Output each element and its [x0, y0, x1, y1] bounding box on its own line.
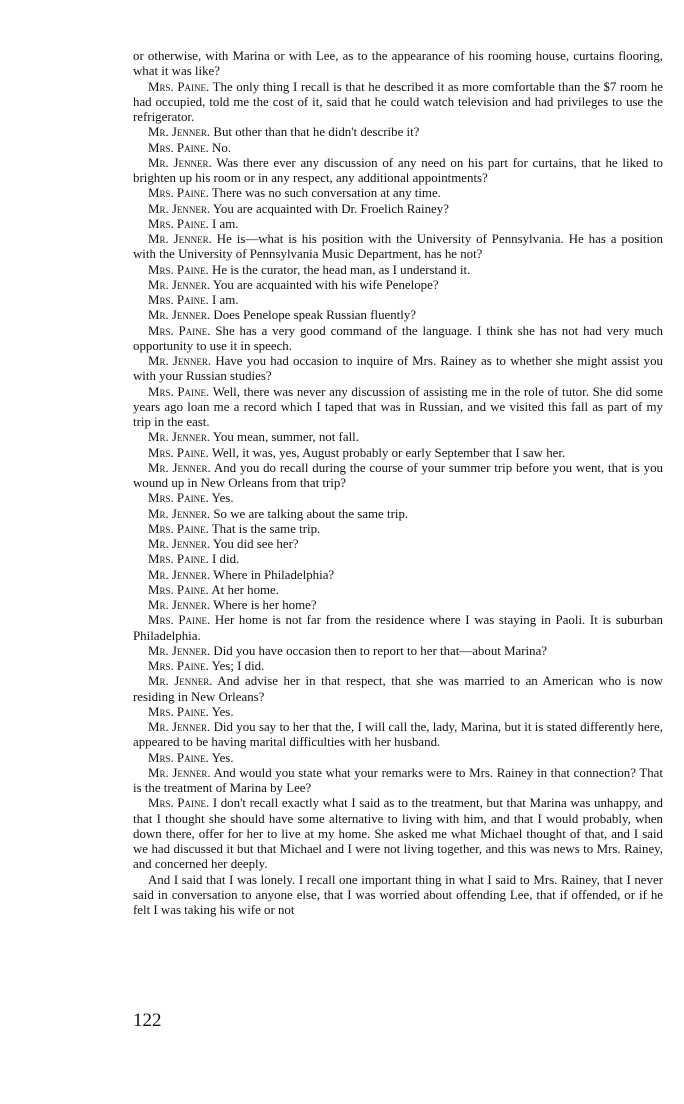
speech-text: He is the curator, the head man, as I understand it.	[212, 262, 471, 277]
testimony-paragraph	[133, 537, 663, 552]
speech-text: There was no such conversation at any time.	[211, 186, 441, 201]
testimony-paragraph	[133, 598, 663, 613]
testimony-paragraph	[133, 263, 663, 278]
testimony-paragraph	[133, 308, 663, 323]
speech-text: Yes.	[211, 704, 234, 719]
transcript-page	[133, 49, 663, 918]
speech-text: She has a very good command of the language. I think she has not had very much opportunity to use it in speech.	[133, 323, 663, 353]
speaker-label: Mrs. Paine.	[148, 79, 210, 94]
testimony-paragraph	[133, 751, 663, 766]
speech-text: Did you have occasion then to report to her that—about Marina?	[213, 643, 548, 658]
speaker-label: Mr. Jenner.	[148, 765, 211, 780]
speaker-label: Mrs. Paine.	[148, 659, 209, 673]
speech-text: I am.	[212, 216, 239, 231]
testimony-paragraph	[133, 705, 663, 720]
speaker-label: Mr. Jenner.	[148, 430, 211, 445]
testimony-paragraph	[133, 217, 663, 232]
speech-text: You did see her?	[212, 537, 299, 551]
speech-text: At her home.	[211, 582, 279, 597]
testimony-paragraph	[133, 720, 663, 751]
speaker-label: Mrs. Paine.	[148, 384, 210, 399]
speaker-label: Mrs. Paine.	[148, 704, 209, 719]
speaker-label: Mrs. Paine.	[148, 140, 209, 155]
speech-text: And you do recall during the course of your summer trip before you went, that is you wound up in New Orleans from that trip?	[133, 460, 663, 490]
speech-text: And advise her in that respect, that she was married to an American who is now residing in New Orleans?	[133, 674, 663, 704]
speaker-label: Mr. Jenner.	[148, 155, 212, 170]
speaker-label: Mrs. Paine.	[148, 323, 211, 338]
testimony-paragraph	[133, 141, 663, 156]
speaker-label: Mr. Jenner.	[148, 643, 211, 658]
speaker-label: Mrs. Paine.	[148, 293, 209, 307]
testimony-paragraph	[133, 293, 663, 308]
page-number: 122	[133, 1010, 162, 1031]
testimony-paragraph	[133, 156, 663, 187]
speaker-label: Mrs. Paine.	[148, 613, 211, 628]
testimony-paragraph	[133, 507, 663, 522]
testimony-paragraph	[133, 873, 663, 919]
testimony-paragraph	[133, 202, 663, 217]
speech-text: You are acquainted with Dr. Froelich Rainey?	[212, 201, 449, 216]
speech-text: And I said that I was lonely. I recall one important thing in what I said to Mrs. Rainey, that I never said in conversation to anyone else, that I was worried about offending Lee, that if offended, or if he felt I was taking his wife or not	[133, 872, 663, 917]
speaker-label: Mrs. Paine.	[148, 552, 209, 567]
speech-text: But other than that he didn't describe it?	[213, 125, 420, 140]
testimony-paragraph	[133, 644, 663, 659]
speaker-label: Mr. Jenner.	[148, 567, 211, 582]
speaker-label: Mr. Jenner.	[148, 232, 212, 246]
speech-text: Yes; I did.	[211, 659, 265, 673]
speech-text: And would you state what your remarks were to Mrs. Rainey in that connection? That is the treatment of Marina by Lee?	[133, 765, 663, 795]
speaker-label: Mr. Jenner.	[148, 125, 211, 140]
speech-text: You are acquainted with his wife Penelope?	[212, 277, 439, 292]
speaker-label: Mr. Jenner.	[148, 308, 211, 323]
speaker-label: Mr. Jenner.	[148, 201, 211, 216]
speaker-label: Mrs. Paine.	[148, 750, 209, 765]
testimony-paragraph	[133, 583, 663, 598]
speaker-label: Mr. Jenner.	[148, 674, 213, 689]
speech-text: No.	[212, 140, 232, 155]
speaker-label: Mr. Jenner.	[148, 598, 211, 612]
testimony-paragraph	[133, 232, 663, 263]
speech-text: Well, it was, yes, August probably or early September that I saw her.	[211, 445, 566, 460]
speech-text: Does Penelope speak Russian fluently?	[213, 308, 417, 323]
speaker-label: Mrs. Paine.	[148, 262, 209, 277]
speech-text: Where is her home?	[213, 598, 317, 612]
speech-text: The only thing I recall is that he described it as more comfortable than the $7 room he had occupied, told me the cost of it, said that he could watch television and had privileges to use the refrigerator.	[133, 79, 664, 124]
speaker-label: Mr. Jenner.	[148, 354, 212, 368]
speaker-label: Mr. Jenner.	[148, 460, 211, 475]
testimony-paragraph	[133, 659, 663, 674]
testimony-paragraph	[133, 461, 663, 492]
testimony-paragraph	[133, 186, 663, 201]
speaker-label: Mrs. Paine.	[148, 582, 209, 597]
speaker-label: Mr. Jenner.	[148, 537, 211, 551]
speech-text: I did.	[212, 552, 240, 567]
speech-text: Yes.	[211, 491, 234, 506]
speech-text: Her home is not far from the residence where I was staying in Paoli. It is suburban Philadelphia.	[133, 613, 663, 643]
speaker-label: Mrs. Paine.	[148, 216, 209, 231]
testimony-paragraph	[133, 80, 663, 126]
testimony-paragraph	[133, 446, 663, 461]
speech-text: You mean, summer, not fall.	[212, 430, 359, 445]
speech-text: So we are talking about the same trip.	[213, 506, 409, 521]
testimony-paragraph	[133, 674, 663, 705]
speaker-label: Mrs. Paine.	[148, 186, 209, 201]
speech-text: I don't recall exactly what I said as to the treatment, but that Marina was unhappy, and that I thought she should have some alternative to living with him, and that I would probably, when down there, offer for her to live at my home. She asked me what Michael thought of that, and I said we had discussed it but that Michael and I were not living together, and this was news to Mrs. Rainey, and concerned her deeply.	[133, 796, 663, 872]
testimony-paragraphs	[133, 80, 663, 919]
speech-text: I am.	[212, 293, 239, 307]
speech-text: Yes.	[211, 750, 234, 765]
speech-text: Well, there was never any discussion of assisting me in the role of tutor. She did some years ago loan me a record which I taped that was in Russian, and we visited this fall as part of my trip in the east.	[133, 384, 663, 429]
speech-text: Have you had occasion to inquire of Mrs. Rainey as to whether she might assist you with your Russian studies?	[133, 354, 664, 384]
speech-text: Where in Philadelphia?	[213, 567, 335, 582]
testimony-paragraph	[133, 491, 663, 506]
testimony-paragraph	[133, 766, 663, 797]
testimony-paragraph	[133, 385, 663, 431]
speech-text: He is—what is his position with the University of Pennsylvania. He has a position with the University of Pennsylvania Music Department, has he not?	[133, 232, 663, 262]
testimony-paragraph	[133, 522, 663, 537]
testimony-paragraph	[133, 278, 663, 293]
speaker-label: Mr. Jenner.	[148, 506, 211, 521]
testimony-paragraph	[133, 568, 663, 583]
testimony-paragraph	[133, 613, 663, 644]
speaker-label: Mrs. Paine.	[148, 521, 209, 536]
testimony-paragraph	[133, 796, 663, 872]
speaker-label: Mrs. Paine.	[148, 796, 210, 811]
speech-text: Was there ever any discussion of any need on his part for curtains, that he liked to brighten up his room or in any respect, any additional appointments?	[133, 155, 663, 185]
speaker-label: Mr. Jenner.	[148, 720, 211, 734]
continuation-paragraph: or otherwise, with Marina or with Lee, as to the appearance of his rooming house, curtains flooring, what it was like?	[133, 49, 663, 79]
speaker-label: Mr. Jenner.	[148, 277, 211, 292]
speech-text: That is the same trip.	[211, 521, 321, 536]
speaker-label: Mrs. Paine.	[148, 445, 209, 460]
speaker-label: Mrs. Paine.	[148, 491, 209, 506]
testimony-paragraph	[133, 430, 663, 445]
testimony-paragraph	[133, 552, 663, 567]
testimony-paragraph	[133, 354, 663, 385]
testimony-paragraph	[133, 324, 663, 355]
speech-text: Did you say to her that the, I will call the, lady, Marina, but it is stated differently here, appeared to be having marital difficulties with her husband.	[133, 720, 663, 750]
testimony-paragraph	[133, 125, 663, 140]
